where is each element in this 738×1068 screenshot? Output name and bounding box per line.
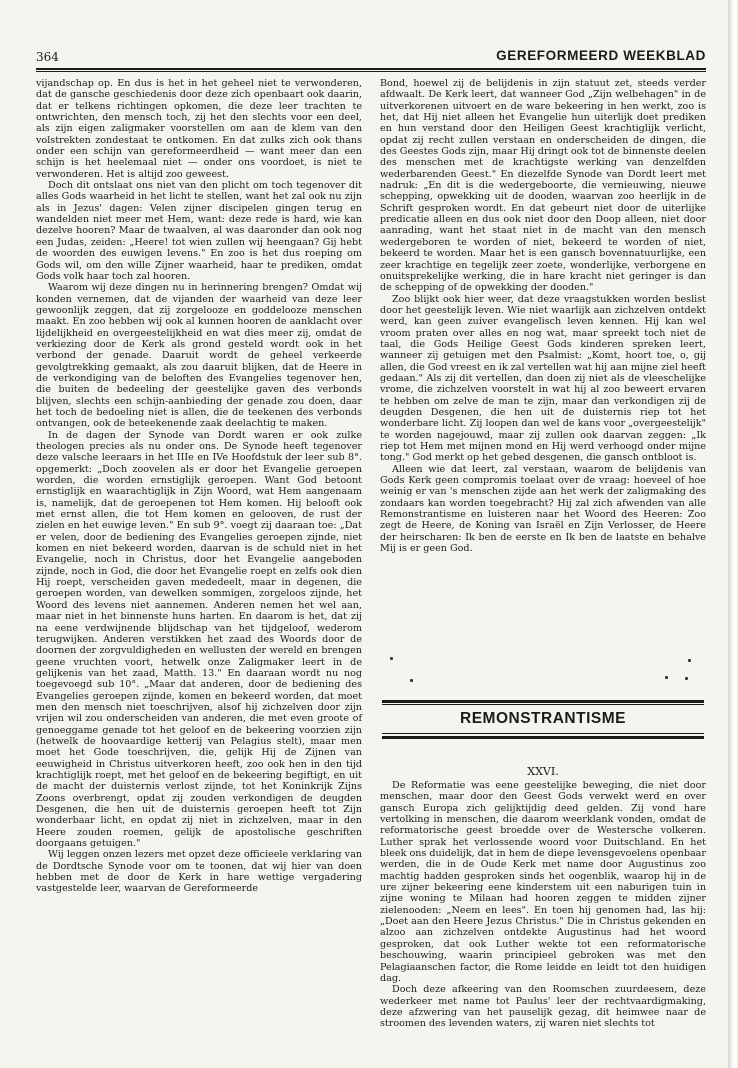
paragraph: vijandschap op. En dus is het in het geheel niet te verwonderen, dat de gansche geschiedenis door deze zich openbaart ook daarin, dat er telkens richtingen opkomen, die deze leer trachten te ontwrichten, den mensch toch, zij het den slechts voor een deel, als zijn eigen zaligmaker voorstellen om aan de klem van den volstrekten zondestaat te ontkomen. En dat zulks zich ook thans onder een schijn van gereformeerdheid — want meer dan een schijn is het heelemaal niet — onder ons voordoet, is niet te verwonderen. Het is altijd zoo geweest. [36, 78, 362, 180]
page-edge [728, 0, 738, 1068]
rule [382, 736, 704, 739]
dot [665, 676, 668, 679]
dot [685, 677, 688, 680]
section-heading-block [382, 700, 704, 762]
paragraph: Bond, hoewel zij de belijdenis in zijn statuut zet, steeds verder afdwaalt. De Kerk leert, dat wanneer God „Zijn welbehagen" in de uitverkorenen uitvoert en de ware bekeering in hen werkt, zoo is het, dat Hij niet alleen het Evangelie hun uiterlijk doet prediken en hun verstand door den Heiligen Geest krachtiglijk verlicht, opdat zij recht zullen verstaan en onderscheiden de dingen, die des Geestes Gods zijn, maar Hij dringt ook tot de binnenste deelen des menschen met de krachtigste werking van denzelfden wederbarenden Geest." En diezelfde Synode van Dordt leert met nadruk: „En dit is die wedergeboorte, die vernieuwing, nieuwe schepping, opwekking uit de dooden, waarvan zoo heerlijk in de Schrift gesproken wordt. En dat gebeurt niet door de uiterlijke predicatie alleen en dus ook niet door den Doop alleen, niet door aanrading, want het staat niet in de macht van den mensch wedergeboren te worden of niet, bekeerd te worden of niet, bekeerd te worden. Maar het is een gansch bovennatuurlijke, een zeer krachtige en tegelijk zeer zoete, wonderlijke, verborgene en onuitsprekelijke werking, die in hare kracht niet geringer is dan de schepping of de opwekking der dooden." [380, 78, 706, 294]
section-title: REMONSTRANTISME [460, 710, 626, 727]
journal-title: GEREFORMEERD WEEKBLAD [496, 48, 706, 63]
paragraph: Waarom wij deze dingen nu in herinnering brengen? Omdat wij konden vernemen, dat de vijanden der waarheid van deze leer gewoonlijk zeggen, dat zij zorgelooze en goddelooze menschen maakt. En zoo hebben wij ook al kunnen hooren de aanklacht over lijdelijkheid en overgeestelijkheid en wat dies meer zij, omdat de verkiezing door de Kerk als grond gesteld wordt ook in het verbond der genade. Daaruit wordt de geheel verkeerde gevolgtrekking gemaakt, als zou daaruit blijken, dat de Heere in de verkondiging van de beloften des Evangelies tegenover hen, die buiten de bedeeling der geestelijke gaven des verbonds blijven, slechts een schijn-aanbieding der genade zou doen, daar het toch de bedoeling niet is allen, die de teekenen des verbonds ontvangen, ook de beteekenende zaak deelachtig te maken. [36, 282, 362, 430]
rule [382, 733, 704, 734]
page-number: 364 [36, 50, 59, 64]
right-column [380, 78, 706, 554]
paragraph: De Reformatie was eene geestelijke beweging, die niet door menschen, maar door den Geest Gods verwekt werd en over gansch Europa zich gelijktijdig deed gelden. Zij vond hare vertolking in menschen, die daarom weerklank vonden, omdat de reformatorische geest broedde over de Westersche volkeren. Luther sprak het verlossende woord voor Duitschland. En het bleek ons duidelijk, dat in hem de diepe levensgevoelens openbaar werden, die in de Oude Kerk met name door Augustinus zoo machtig hadden gesproken sinds het oogenblik, waarop hij in de ure zijner bekeering eene kinderstem uit een naburigen tuin in zijne woning te Milaan had hooren zeggen te midden zijner zielenooden: „Neem en lees". En toen hij genomen had, las hij: „Doet aan den Heere Jezus Christus." Die in Christus gekenden en alzoo aan zichzelven ontdekte Augustinus had het woord gesproken, dat ook Luther wekte tot een reformatorische beschouwing, waarin principieel gebroken was met den Pelagiaanschen factor, die Rome leidde en leidt tot den huidigen dag. [380, 780, 706, 984]
paragraph: Doch dit ontslaat ons niet van den plicht om toch tegenover dit alles Gods waarheid in het licht te stellen, want het zal ook nu zijn als in Jezus' dagen: Velen zijner discipelen gingen terug en wandelden niet meer met Hem, want: deze rede is hard, wie kan dezelve hooren? Maar de twaalven, al was daaronder dan ook nog een Judas, zeiden: „Heere! tot wien zullen wij heengaan? Gij hebt de woorden des euwigen levens." En zoo is het dus roeping om Gods wil, om den wille Zijner waarheid, haar te prediken, omdat Gods volk haar toch zal hooren. [36, 180, 362, 282]
paragraph: Wij leggen onzen lezers met opzet deze officieele verklaring van de Dordtsche Synode voor om te toonen, dat wij hier van doen hebben met de door de Kerk in hare wettige vergadering vastgestelde leer, waarvan de Gereformeerde [36, 849, 362, 895]
left-column [36, 78, 362, 895]
section-body [380, 780, 706, 1030]
ornament-dots [390, 655, 700, 691]
paragraph: Alleen wie dat leert, zal verstaan, waarom de belijdenis van Gods Kerk geen compromis toelaat over de vraag: hoeveel of hoe weinig er van 's menschen zijde aan het werk der zaligmaking des zondaars kan worden toegebracht? Hij zal zich afwenden van alle Remonstrantisme en luisteren naar het Woord des Heeren: Zoo zegt de Heere, de Koning van Israël en Zijn Verlosser, de Heere der heirscharen: Ik ben de eerste en Ik ben de laatste en behalve Mij is er geen God. [380, 463, 706, 555]
header-rule [36, 68, 706, 72]
page-header [36, 48, 706, 66]
dot [410, 679, 413, 682]
rule [382, 704, 704, 705]
section-number: XXVI. [527, 765, 559, 778]
paragraph: In de dagen der Synode van Dordt waren er ook zulke theologen precies als nu onder ons. De Synode heeft tegenover deze valsche leeraars in het IIIe en IVe Hoofdstuk der leer sub 8°. opgemerkt: „Doch zoovelen als er door het Evangelie geroepen worden, die worden ernstiglijk geroepen. Want God betoont ernstiglijk en waarachtiglijk in Zijn Woord, wat Hem aangenaam is, namelijk, dat de geroepenen tot Hem komen. Hij belooft ook met ernst allen, die tot Hem komen en gelooven, de rust der zielen en het euwige leven." En sub 9°. voegt zij daaraan toe: „Dat er velen, door de bediening des Evangelies geroepen zijnde, niet komen en niet bekeerd worden, daarvan is de schuld niet in het Evangelie, noch in Christus, door het Evangelie aangeboden zijnde, noch in God, die door het Evangelie roept en zelfs ook dien Hij roept, verscheiden gaven mededeelt, maar in degenen, die geroepen worden, van dewelken sommigen, zorgeloos zijnde, het Woord des levens niet aannemen. Anderen nemen het wel aan, maar niet in het binnenste huns harten. En daarom is het, dat zij na eene verdwijnende blijdschap van het tijdgeloof, wederom terugwijken. Anderen verstikken het zaad des Woords door de doornen der zorgvuldigheden en wellusten der wereld en brengen geene vruchten voort, hetwelk onze Zaligmaker leert in de gelijkenis van het zaad, Matth. 13." En daaraan wordt nu nog toegevoegd sub 10°. „Maar dat anderen, door de bediening des Evangelies geroepen zijnde, komen en bekeerd worden, dat moet men den mensch niet toeschrijven, alsof hij zichzelven door zijn vrijen wil zou onderscheiden van anderen, die met even groote of genoeggame genade tot het geloof en de bekeering voorzien zijn (hetwelk de hoovaardige ketterij van Pelagius stelt), maar men moet het Gode toeschrijven, die, gelijk Hij de Zijnen van eeuwigheid in Christus uitverkoren heeft, zoo ook hen in den tijd krachtiglijk roept, met het geloof en de bekeering begiftigt, en uit de macht der duisternis verlost zijnde, tot het Koninkrijk Zijns Zoons overbrengt, opdat zij zouden verkondigen de deugden Desgenen, die hen uit de duisternis geroepen heeft tot Zijn wonderbaar licht, en opdat zij niet in zichzelven, maar in den Heere zouden roemen, gelijk de apostolische geschriften doorgaans getuigen." [36, 429, 362, 850]
paragraph: Zoo blijkt ook hier weer, dat deze vraagstukken worden beslist door het geestelijk leven. Wie niet waarlijk aan zichzelven ontdekt werd, kan geen zuiver evangelisch leven kennen. Hij kan wel vroom praten over alles en nog wat, maar spreekt toch niet de taal, die Gods Heilige Geest Gods kinderen spreken leert, wanneer zij getuigen met den Psalmist: „Komt, hoort toe, o, gij allen, die God vreest en ik zal vertellen wat hij aan mijne ziel heeft gedaan." Als zij dit vertellen, dan doen zij niet als de vleeschelijke vrome, die zichzelven voorstelt in wat hij al zoo beweert ervaren te hebben om zelve de man te zijn, maar dan verkondigen zij de deugden Desgenen, die hen uit de duisternis riep tot het wonderbare licht. Zij loopen dan wel de kans voor „overgeestelijk" te worden nagejouwd, maar zij zullen ook daarvan zeggen: „Ik riep tot Hem met mijnen mond en Hij werd verhoogd onder mijne tong." God merkt op het gebed desgenen, die gansch ontbloot is. [380, 293, 706, 464]
rule [382, 700, 704, 703]
dot [688, 659, 691, 662]
dot [390, 657, 393, 660]
paragraph: Doch deze afkeering van den Roomschen zuurdeesem, deze wederkeer met name tot Paulus' leer der rechtvaardigmaking, deze afzwering van het pauselijk gezag, dit heimwee naar de stroomen des levenden waters, zij waren niet slechts tot [380, 984, 706, 1030]
